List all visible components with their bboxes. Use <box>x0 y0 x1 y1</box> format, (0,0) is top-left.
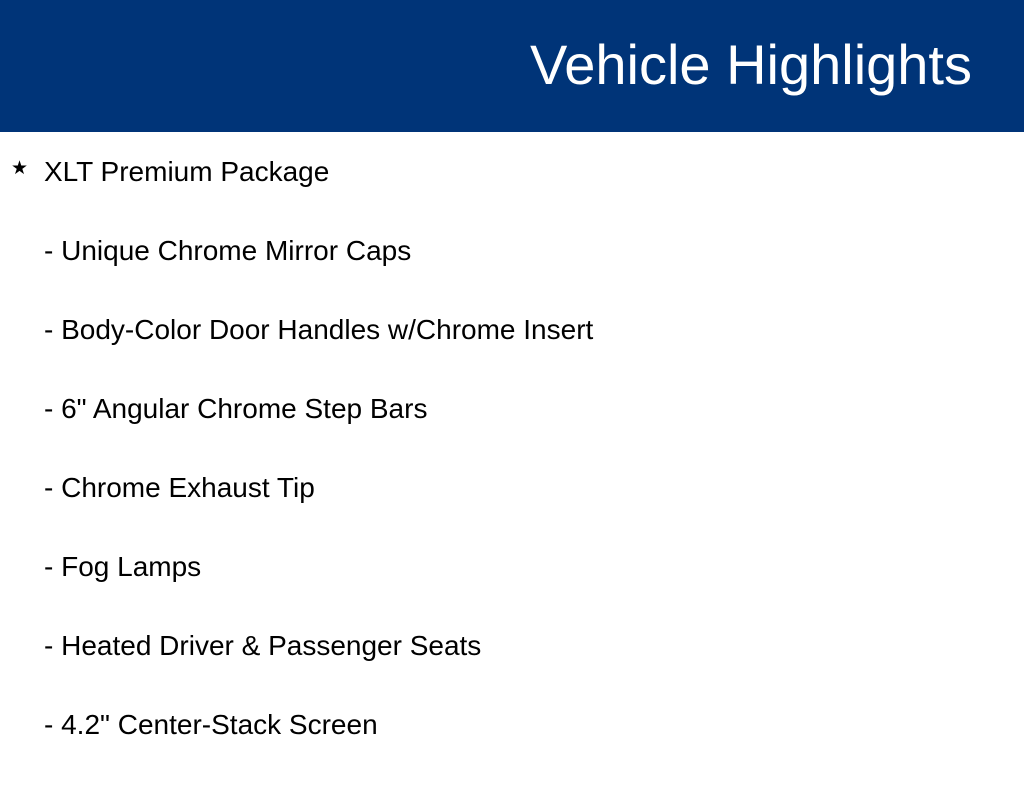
header-banner <box>0 0 1024 132</box>
feature-item: - 4.2" Center-Stack Screen <box>44 709 378 740</box>
feature-item: - Body-Color Door Handles w/Chrome Insert <box>44 314 594 345</box>
feature-list <box>44 233 593 786</box>
feature-item: - Chrome Exhaust Tip <box>44 472 315 503</box>
page-title: Vehicle Highlights <box>529 33 972 96</box>
feature-item: - 6" Angular Chrome Step Bars <box>44 393 428 424</box>
feature-item: - Heated Driver & Passenger Seats <box>44 630 482 661</box>
package-headline: XLT Premium Package <box>44 156 330 187</box>
highlights-section <box>0 132 1024 768</box>
feature-item: - Unique Chrome Mirror Caps <box>44 235 412 266</box>
star-icon: ★ <box>11 158 29 179</box>
feature-item: - Fog Lamps <box>44 551 202 582</box>
